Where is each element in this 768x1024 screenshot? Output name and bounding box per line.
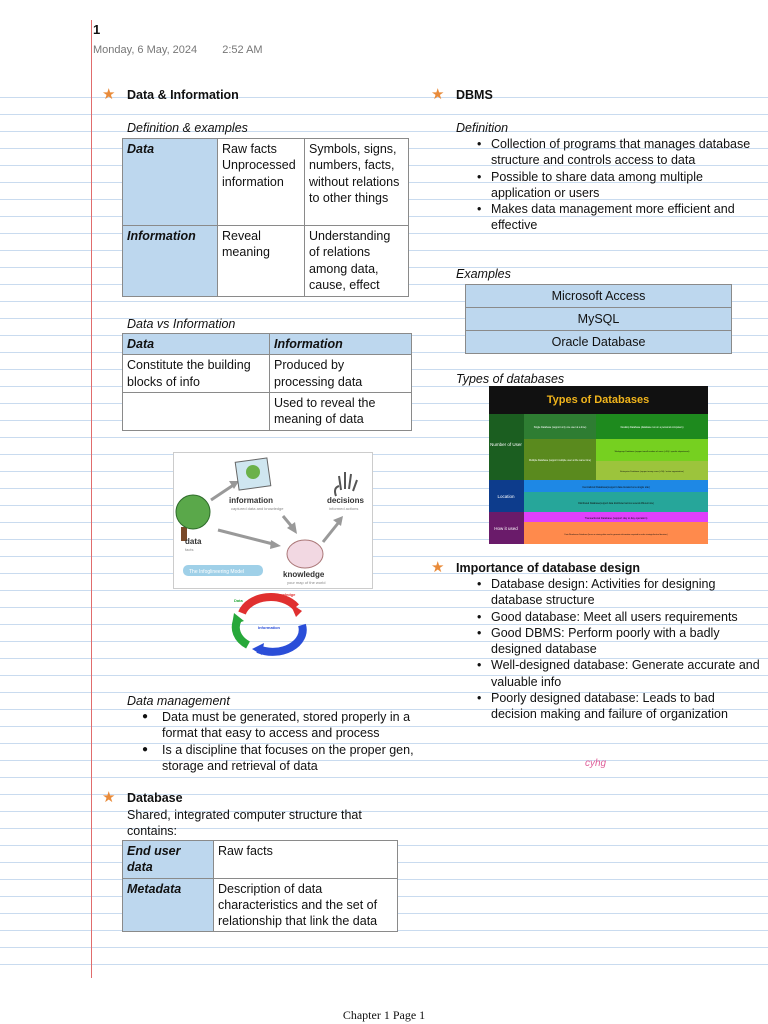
diagram-label-information: information	[229, 496, 273, 505]
diagram-label-decisions: decisions	[327, 496, 364, 505]
margin-line	[91, 20, 92, 978]
page-footer: Chapter 1 Page 1	[342, 1008, 426, 1022]
table-head-cell: Metadata	[123, 878, 214, 932]
list-item: • Poorly designed database: Leads to bad decision making and failure of organization	[491, 690, 763, 723]
diagram-label-knowledge: knowledge	[283, 570, 325, 579]
star-icon: ★	[102, 789, 116, 806]
distributed-db-label: Distributed Database(support data distributed across several different site)	[578, 503, 654, 505]
table-head-cell: Information	[270, 334, 412, 355]
diagram-label-data: data	[185, 537, 202, 546]
workgroup-db-cell	[596, 439, 708, 461]
table-head-cell: End user data	[123, 841, 214, 879]
types-label-users: Number of User	[490, 442, 522, 447]
list-item: • Good DBMS: Perform poorly with a badly designed database	[491, 625, 763, 658]
photo-tree-icon	[246, 465, 260, 479]
signature: cyhg	[585, 758, 607, 769]
page-number: 1	[93, 22, 101, 37]
types-label-howused: How it used	[494, 526, 518, 531]
page-datetime	[93, 44, 263, 56]
model-badge-label: The Infoglineering Model	[189, 569, 245, 575]
centralized-db-label: Centralized Database(support data located at a single site)	[582, 486, 650, 489]
table-cell: Reveal meaning	[218, 226, 305, 297]
desktop-db-label: Desktop Database (database run on a personal computers)	[620, 426, 684, 429]
table-head-cell: Data	[123, 139, 218, 226]
star-icon: ★	[431, 559, 445, 576]
database-table	[122, 840, 398, 932]
list-item: • Well-designed database: Generate accurate and valuable info	[491, 657, 763, 690]
star-icon: ★	[102, 86, 116, 103]
types-subtitle: Types of databases	[456, 372, 565, 386]
multiple-db-label: Multiple Database (support multiple user at the same time)	[529, 459, 591, 462]
data-management-list	[144, 709, 434, 774]
example-box: MySQL	[465, 307, 732, 331]
page-date: Monday, 6 May, 2024	[93, 44, 198, 56]
list-item: • Database design: Activities for designing database structure	[491, 576, 763, 609]
table-row	[123, 139, 409, 226]
data-info-title: Data & Information	[127, 88, 239, 102]
star-icon: ★	[431, 86, 445, 103]
database-title: Database	[127, 791, 183, 805]
cycle-label-information: Information	[258, 625, 280, 630]
definition-subtitle: Definition & examples	[127, 121, 248, 135]
table-cell: Produced by processing data	[270, 355, 412, 393]
database-text: Shared, integrated computer structure that contains:	[127, 808, 362, 839]
diagram-sublabel-knowledge: your map of the world	[287, 580, 326, 585]
dbms-definition-subtitle: Definition	[456, 121, 509, 135]
list-item: • Makes data management more efficient and effective	[491, 201, 763, 234]
diagram-sublabel-information: captured data and knowledge	[231, 506, 284, 511]
vs-subtitle: Data vs Information	[127, 317, 236, 331]
list-item: • Collection of programs that manages database structure and controls access to data	[491, 136, 763, 169]
distributed-db-cell	[524, 492, 708, 512]
table-head-cell: Data	[123, 334, 270, 355]
types-of-databases-image	[489, 386, 708, 544]
table-cell: Understanding of relations among data, cause, effect	[305, 226, 409, 297]
vs-table	[122, 333, 412, 431]
workgroup-db-label: Workgroup Database (support small number of users (<50) / specific department)	[614, 451, 690, 453]
table-cell: Constitute the building blocks of info	[123, 355, 270, 393]
table-cell: Raw facts Unprocessed information	[218, 139, 305, 226]
knowledge-model-diagram	[173, 452, 373, 589]
page-time: 2:52 AM	[222, 44, 263, 56]
table-head-cell: Information	[123, 226, 218, 297]
data-management-subtitle: Data management	[127, 694, 230, 708]
types-label-location: Location	[497, 494, 515, 499]
table-row	[123, 334, 412, 355]
cycle-arrow-red	[242, 597, 296, 613]
warehouse-db-cell	[524, 522, 708, 544]
list-item: • Possible to share data among multiple application or users	[491, 169, 763, 202]
table-row	[123, 841, 398, 879]
table-cell	[123, 392, 270, 430]
list-item: ● Is a discipline that focuses on the proper gen, storage and retrieval of data	[162, 742, 434, 775]
cat-users-cell	[489, 414, 524, 480]
dbms-definition-list	[473, 136, 763, 234]
importance-title: Importance of database design	[456, 561, 641, 575]
importance-list	[473, 576, 763, 723]
cycle-label-data: Data	[234, 598, 243, 603]
brain-icon	[287, 540, 323, 568]
diagram-sublabel-decisions: informed actions	[329, 506, 359, 511]
data-cycle-diagram	[228, 591, 312, 657]
table-row	[123, 355, 412, 393]
types-image-title: Types of Databases	[546, 394, 650, 406]
dbms-title: DBMS	[456, 88, 493, 102]
example-box: Microsoft Access	[465, 284, 732, 308]
tree-icon	[176, 495, 210, 529]
definition-table	[122, 138, 409, 297]
table-cell: Raw facts	[214, 841, 398, 879]
diagram-sublabel-data: facts	[185, 547, 194, 552]
single-db-label: Single Database (support only one user at a time)	[533, 426, 587, 429]
table-row	[123, 878, 398, 932]
enterprise-db-label: Enterprise Database (support many users (>50) / entire organization)	[620, 471, 684, 473]
table-cell: Used to reveal the meaning of data	[270, 392, 412, 430]
transactional-db-label: Transactional Database (support day to day operation)	[584, 517, 648, 520]
table-row	[123, 392, 412, 430]
table-row	[123, 226, 409, 297]
warehouse-db-label: Data Warehouse Database (focus on storing data used to generate information required to make strategic/tactical decision)	[564, 534, 668, 536]
list-item: ● Data must be generated, stored properly in a format that easy to access and process	[162, 709, 434, 742]
cycle-label-knowledge: Knowledge	[274, 592, 296, 597]
table-cell: Description of data characteristics and the set of relationship that link the data	[214, 878, 398, 932]
table-cell: Symbols, signs, numbers, facts, without relations to other things	[305, 139, 409, 226]
examples-subtitle: Examples	[456, 267, 511, 281]
example-box: Oracle Database	[465, 330, 732, 354]
list-item: • Good database: Meet all users requirements	[491, 609, 763, 625]
